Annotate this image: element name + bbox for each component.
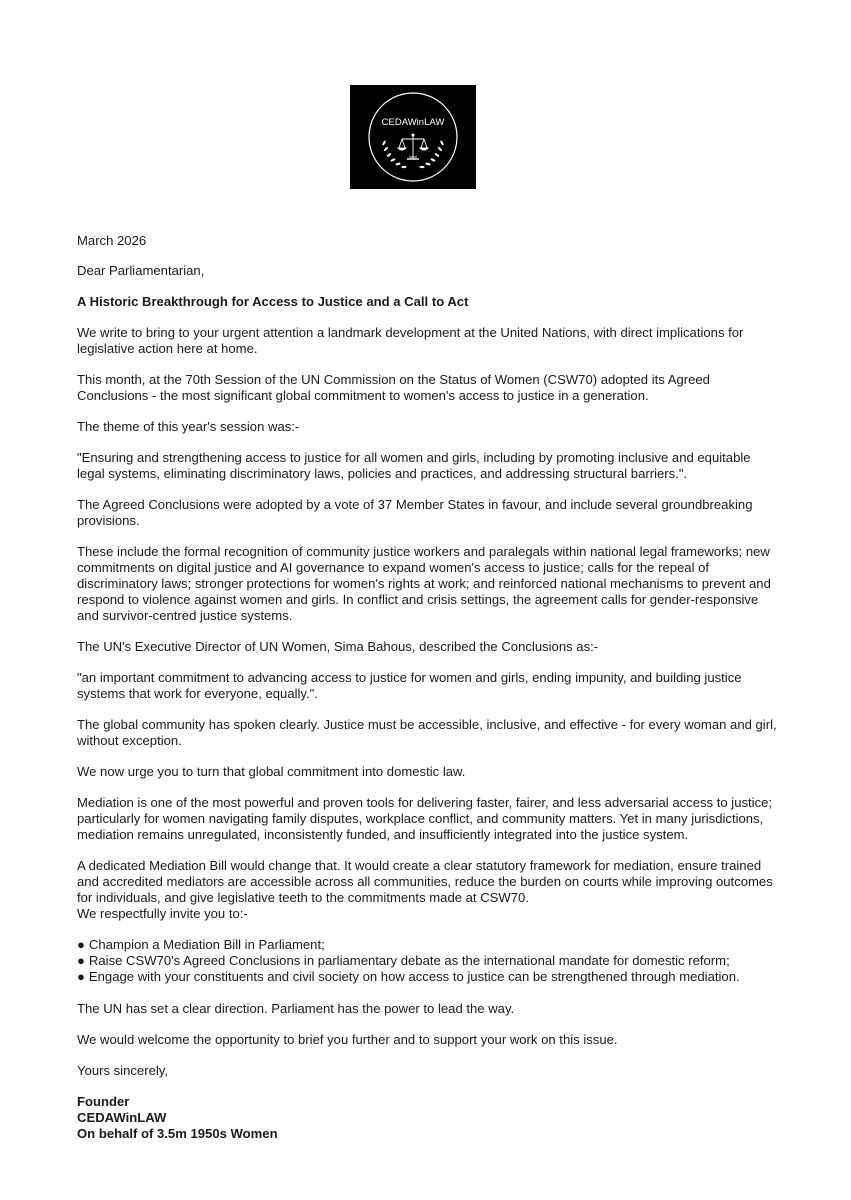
scales-of-justice-icon: [398, 134, 428, 159]
paragraph: We would welcome the opportunity to brief you further and to support your work on this issue.: [77, 1032, 618, 1047]
signature-title: Founder: [77, 1094, 130, 1109]
invite-line: We respectfully invite you to:-: [77, 906, 248, 921]
paragraph: Mediation is one of the most powerful and proven tools for delivering faster, fairer, and less adversarial access to justice; particularly for women navigating family disputes, workplace conflict, and community matters. Yet in many jurisdictions, mediation remains unregulated, inconsistently funded, and insufficiently integrated into the justice system.: [77, 795, 773, 842]
bullet-icon: ●: [77, 937, 85, 952]
signature-block: [77, 1094, 777, 1142]
letter-date: March 2026: [77, 233, 147, 248]
director-quote: "an important commitment to advancing access to justice for women and girls, ending impunity, and building justice systems that work for everyone, equally.".: [77, 670, 742, 701]
signature-org: CEDAWinLAW: [77, 1110, 167, 1125]
paragraph: We now urge you to turn that global commitment into domestic law.: [77, 764, 466, 779]
letter-body: [77, 233, 777, 1142]
paragraph: This month, at the 70th Session of the UN Commission on the Status of Women (CSW70) adopted its Agreed Conclusions - the most significant global commitment to women's access to justice in a generation.: [77, 372, 710, 403]
action-list: [77, 937, 777, 985]
logo-text: CEDAWinLAW: [381, 117, 445, 128]
paragraph: These include the formal recognition of community justice workers and paralegals within national legal frameworks; new commitments on digital justice and AI governance to expand women's access to justice; calls for the repeal of discriminatory laws; stronger protections for women's rights at work; and reinforced national mechanisms to prevent and respond to violence against women and girls. In conflict and crisis settings, the agreement calls for gender-responsive and survivor-centred justice systems.: [77, 544, 771, 623]
paragraph: The UN's Executive Director of UN Women, Sima Bahous, described the Conclusions as:-: [77, 639, 599, 654]
bullet-icon: ●: [77, 969, 85, 984]
theme-quote: "Ensuring and strengthening access to justice for all women and girls, including by promoting inclusive and equitable legal systems, eliminating discriminatory laws, policies and practices, and addressing structural barriers.".: [77, 450, 751, 481]
list-item: ● Champion a Mediation Bill in Parliament;: [77, 937, 325, 952]
laurel-wreath-icon: [350, 85, 476, 189]
paragraph: The UN has set a clear direction. Parliament has the power to lead the way.: [77, 1001, 515, 1016]
paragraph: We write to bring to your urgent attention a landmark development at the United Nations, with direct implications for legislative action here at home.: [77, 325, 744, 356]
paragraph: A dedicated Mediation Bill would change that. It would create a clear statutory framework for mediation, ensure trained and accredited mediators are accessible across all communities, reduce the burden on courts while improving outcomes for individuals, and give legislative teeth to the commitments made at CSW70.: [77, 858, 773, 905]
list-item: ● Raise CSW70's Agreed Conclusions in parliamentary debate as the international mandate for domestic reform;: [77, 953, 730, 968]
list-item: ● Engage with your constituents and civil society on how access to justice can be strengthened through mediation.: [77, 969, 740, 984]
paragraph: The global community has spoken clearly. Justice must be accessible, inclusive, and effective - for every woman and girl, without exception.: [77, 717, 777, 748]
letter-subject: A Historic Breakthrough for Access to Justice and a Call to Act: [77, 294, 469, 309]
signature-behalf: On behalf of 3.5m 1950s Women: [77, 1126, 278, 1141]
salutation: Dear Parliamentarian,: [77, 263, 205, 278]
signoff: Yours sincerely,: [77, 1063, 168, 1078]
paragraph: The theme of this year's session was:-: [77, 419, 300, 434]
cedawinlaw-logo: [350, 85, 476, 189]
bullet-icon: ●: [77, 953, 85, 968]
paragraph: The Agreed Conclusions were adopted by a vote of 37 Member States in favour, and include several groundbreaking provisions.: [77, 497, 753, 528]
